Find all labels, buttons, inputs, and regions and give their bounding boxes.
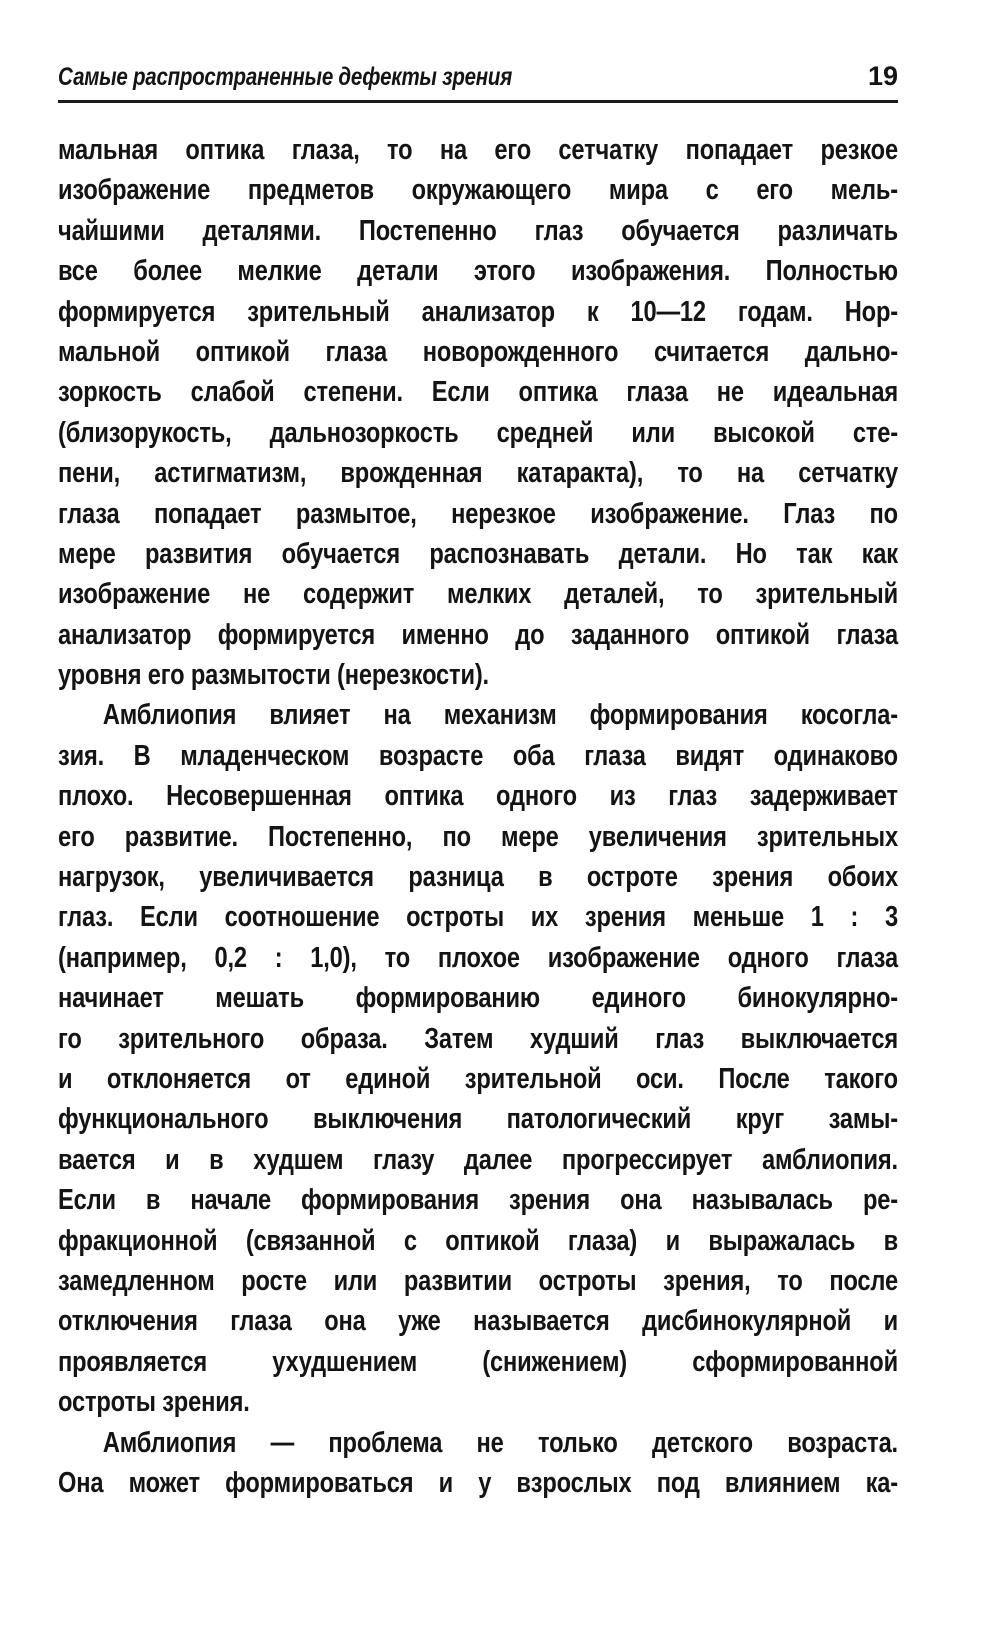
book-page <box>58 0 898 1627</box>
text-line: его развитие. Постепенно, по мере увеличения зрительных <box>58 820 898 853</box>
text-line: остроты зрения. <box>58 1386 250 1419</box>
text-line: мальная оптика глаза, то на его сетчатку попадает резкое <box>58 134 898 166</box>
text-line: (близорукость, дальнозоркость средней или высокой сте- <box>58 416 898 449</box>
text-line: начинает мешать формированию единого бинокулярно- <box>58 982 898 1015</box>
text-line: нагрузок, увеличивается разница в остроте зрения обоих <box>58 861 898 894</box>
text-line: все более мелкие детали этого изображения. Полностью <box>58 255 898 288</box>
text-line: Если в начале формирования зрения она называлась ре- <box>58 1184 898 1217</box>
text-line: зоркость слабой степени. Если оптика глаза не идеальная <box>58 376 898 409</box>
text-line: замедленном росте или развитии остроты зрения, то после <box>58 1264 898 1297</box>
page-number: 19 <box>867 61 898 91</box>
text-line: Амблиопия — проблема не только детского возраста. <box>102 1426 898 1459</box>
text-line: Она может формироваться и у взрослых под влиянием ка- <box>58 1466 898 1499</box>
body-text <box>58 130 898 1503</box>
text-line: глаза попадает размытое, нерезкое изображение. Глаз по <box>58 497 898 530</box>
text-line: и отклоняется от единой зрительной оси. После такого <box>58 1062 898 1095</box>
text-line: го зрительного образа. Затем худший глаз выключается <box>58 1022 898 1055</box>
text-line: (например, 0,2 : 1,0), то плохое изображение одного глаза <box>58 941 898 974</box>
text-line: фракционной (связанной с оптикой глаза) и выражалась в <box>58 1224 898 1257</box>
text-line: плохо. Несовершенная оптика одного из глаз задерживает <box>58 780 898 813</box>
text-line: пени, астигматизм, врожденная катаракта), то на сетчатку <box>58 457 898 490</box>
text-line: отключения глаза она уже называется дисбинокулярной и <box>58 1305 898 1338</box>
running-header <box>58 60 898 103</box>
text-line: изображение предметов окружающего мира с его мель- <box>58 174 898 207</box>
text-line: мальной оптикой глаза новорожденного считается дально- <box>58 335 898 368</box>
text-line: формируется зрительный анализатор к 10—12 годам. Нор- <box>58 295 898 328</box>
text-line: изображение не содержит мелких деталей, то зрительный <box>58 578 898 611</box>
text-line: Амблиопия влияет на механизм формирования косогла- <box>102 699 898 732</box>
text-line: уровня его размытости (нерезкости). <box>58 659 489 692</box>
text-line: функционального выключения патологический круг замы- <box>58 1103 898 1136</box>
text-line: вается и в худшем глазу далее прогрессирует амблиопия. <box>58 1143 898 1176</box>
text-line: мере развития обучается распознавать детали. Но так как <box>58 537 898 570</box>
text-line: чайшими деталями. Постепенно глаз обучается различать <box>58 214 898 247</box>
text-line: анализатор формируется именно до заданного оптикой глаза <box>58 618 898 651</box>
text-line: глаз. Если соотношение остроты их зрения меньше 1 : 3 <box>58 901 898 934</box>
chapter-title: Самые распространенные дефекты зрения <box>58 63 513 91</box>
text-line: зия. В младенческом возрасте оба глаза видят одинаково <box>58 739 898 772</box>
text-line: проявляется ухудшением (снижением) сформированной <box>58 1345 898 1378</box>
